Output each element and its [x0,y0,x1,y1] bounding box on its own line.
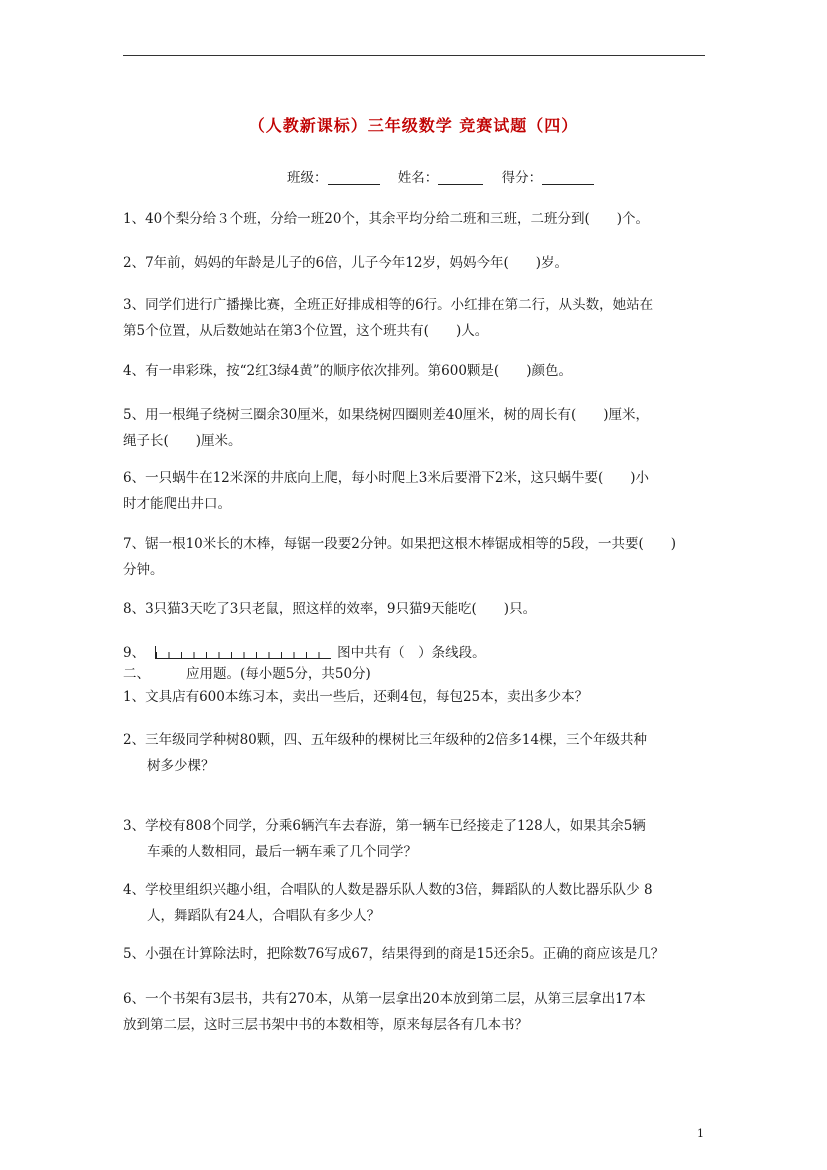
line-segment-figure [155,646,331,659]
question-text-cont: 分钟。 [123,562,164,578]
question-text: 3、学校有808个同学，分乘6辆汽车去春游，第一辆车已经接走了128人，如果其余5辆 [123,818,646,834]
app-question-3 [123,813,713,865]
question-text-cont: 时才能爬出井口。 [123,496,231,512]
question-text: 4、学校里组织兴趣小组，合唱队的人数是器乐队人数的3倍，舞蹈队的人数比器乐队少 8 [123,882,653,898]
app-question-1 [123,684,713,710]
question-text-cont: 树多少棵？ [147,758,215,774]
question-text: 图中共有（ ）条线段。 [337,645,486,661]
class-blank[interactable] [328,170,380,185]
fill-question-5 [123,402,713,454]
score-blank[interactable] [542,170,594,185]
question-text: 7、锯一根10米长的木棒，每锯一段要2分钟。如果把这根木棒锯成相等的5段，一共要( ) [123,536,676,552]
fill-question-4 [123,358,713,384]
question-text: 1、40个梨分给３个班，分给一班20个，其余平均分给二班和三班，二班分到( )个。 [123,211,649,227]
question-text: 6、一只蜗牛在12米深的井底向上爬，每小时爬上3米后要滑下2米，这只蜗牛要( )小 [123,470,649,486]
name-label: 姓名： [397,170,439,186]
fill-question-1 [123,206,713,232]
fill-question-6 [123,465,713,517]
fill-question-8 [123,596,713,622]
fill-question-2 [123,250,713,276]
student-info-line [287,166,594,186]
app-question-6 [123,986,713,1038]
question-text: 2、三年级同学种树80颗，四、五年级种的棵树比三年级种的2倍多14棵，三个年级共种 [123,732,648,748]
page-number: 1 [697,1127,704,1140]
question-text: 3、同学们进行广播操比赛，全班正好排成相等的6行。小红排在第二行，从头数，她站在 [123,297,654,313]
score-label: 得分： [501,170,543,186]
question-text: 5、小强在计算除法时，把除数76写成67，结果得到的商是15还余5。正确的商应该是几？ [123,946,665,962]
question-text-cont: 放到第二层，这时三层书架中书的本数相等，原来每层各有几本书？ [123,1017,528,1033]
fill-question-7 [123,531,713,583]
header-rule [123,55,705,56]
app-question-2 [123,727,713,779]
question-text: 8、3只猫3天吃了3只老鼠，照这样的效率，9只猫9天能吃( )只。 [123,601,537,617]
class-label: 班级： [287,170,328,186]
app-question-4 [123,877,713,929]
app-question-5 [123,941,713,967]
question-number: 9、 [123,645,146,661]
section-title: 应用题。(每小题5分，共50分) [186,666,371,682]
question-text: 4、有一串彩珠，按“2红3绿4黄”的顺序依次排列。第600颗是( )颜色。 [123,363,572,379]
question-text-cont: 车乘的人数相同，最后一辆车乘了几个同学？ [147,844,417,860]
question-text-cont: 第5个位置，从后数她站在第3个位置，这个班共有( )人。 [123,323,489,339]
section-number: 二、 [123,666,150,682]
question-text: 1、文具店有600本练习本，卖出一些后，还剩4包，每包25本，卖出多少本？ [123,689,589,705]
question-text: 2、7年前，妈妈的年龄是儿子的6倍，儿子今年12岁，妈妈今年( )岁。 [123,255,568,271]
question-text-cont: 人，舞蹈队有24人，合唱队有多少人？ [147,908,381,924]
question-text-cont: 绳子长( )厘米。 [123,433,242,449]
page-title: （人教新课标）三年级数学 竞赛试题（四） [248,116,579,135]
question-text: 5、用一根绳子绕树三圈余30厘米，如果绕树四圈则差40厘米，树的周长有( )厘米， [123,407,649,423]
question-text: 6、一个书架有3层书，共有270本，从第一层拿出20本放到第二层，从第三层拿出17本 [123,991,646,1007]
fill-question-3 [123,292,713,344]
name-blank[interactable] [438,170,483,185]
